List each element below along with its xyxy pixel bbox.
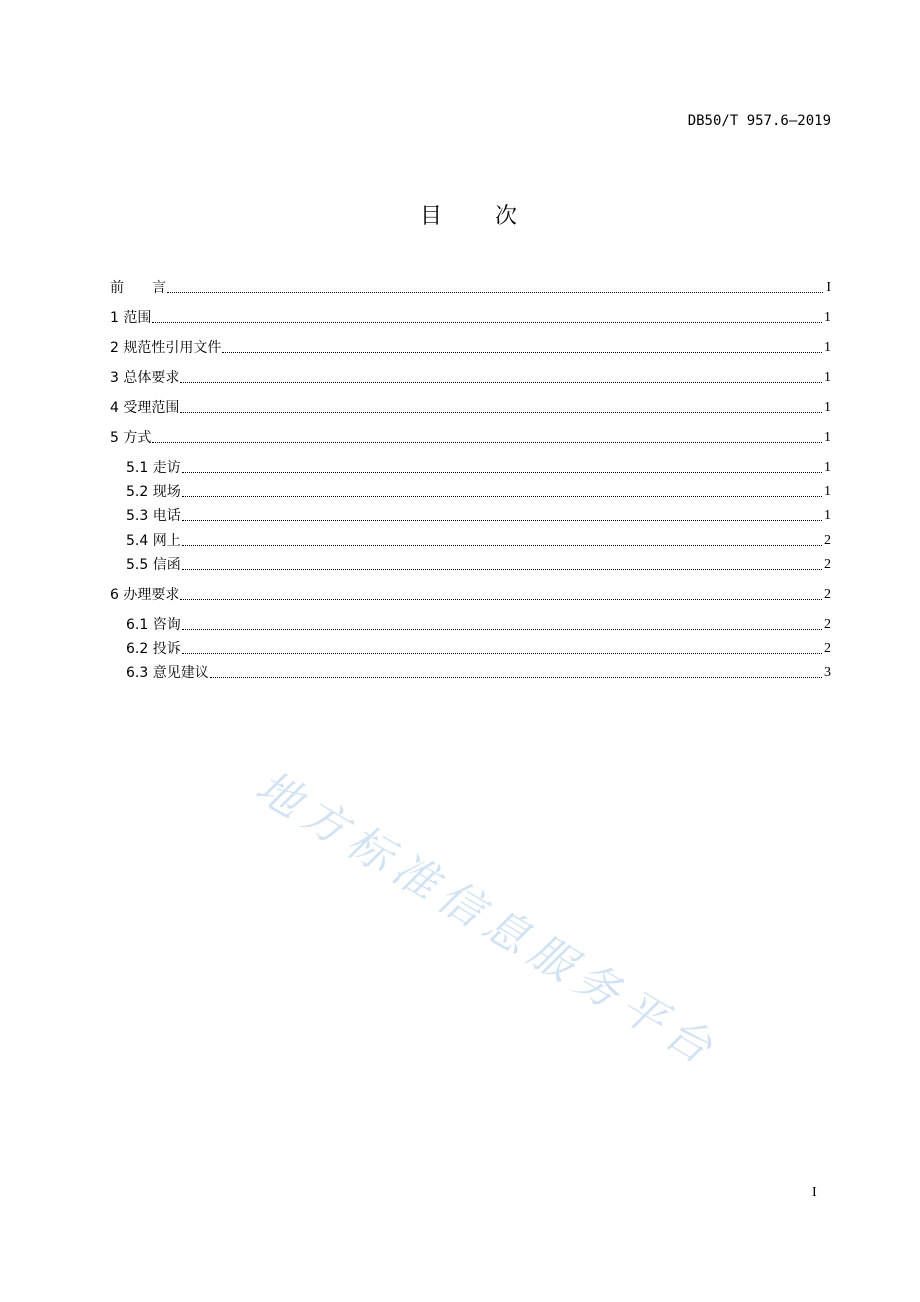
dot-leader: [182, 653, 822, 654]
toc-entry-label: 5 方式: [110, 430, 152, 446]
toc-subentry: [126, 556, 831, 574]
toc-entry-label: 5.4 网上: [126, 533, 181, 549]
toc-entry-label: 6.1 咨询: [126, 617, 181, 633]
toc-entry: [110, 279, 831, 297]
toc-subentry: [126, 640, 831, 658]
toc-entry: [110, 429, 831, 447]
dot-leader: [210, 677, 822, 678]
toc-subentry: [126, 532, 831, 550]
toc-entry-page: I: [826, 280, 831, 295]
dot-leader: [180, 412, 822, 413]
toc-entry-label: 5.5 信函: [126, 557, 181, 573]
toc-entry-label: 6.2 投诉: [126, 641, 181, 657]
dot-leader: [182, 629, 822, 630]
dot-leader: [182, 472, 822, 473]
page-title: 目 次: [420, 204, 521, 229]
toc-entry: [110, 339, 831, 357]
toc-entry: [110, 586, 831, 604]
toc-entry-label: 3 总体要求: [110, 370, 180, 386]
dot-leader: [182, 496, 822, 497]
toc-entry-label: 4 受理范围: [110, 400, 180, 416]
toc-entry-label: 5.1 走访: [126, 460, 181, 476]
toc-subentry: [126, 507, 831, 525]
toc-entry: [110, 369, 831, 387]
toc-entry-page: 3: [824, 665, 831, 680]
dot-leader: [180, 599, 822, 600]
toc-entry-page: 2: [824, 617, 831, 632]
toc-entry-label: 1 范围: [110, 310, 152, 326]
dot-leader: [180, 382, 822, 383]
toc-entry-label: 6.3 意见建议: [126, 665, 209, 681]
toc-entry-label: 5.3 电话: [126, 508, 181, 524]
dot-leader: [182, 520, 822, 521]
toc-entry-label: 前 言: [110, 280, 166, 296]
toc-entry-page: 1: [824, 430, 831, 445]
toc-entry-label: 5.2 现场: [126, 484, 181, 500]
toc-entry-page: 2: [824, 557, 831, 572]
toc-subentry: [126, 459, 831, 477]
toc-entry-page: 2: [824, 641, 831, 656]
toc-entry-page: 1: [824, 400, 831, 415]
toc-subentry: [126, 664, 831, 682]
dot-leader: [167, 292, 823, 293]
dot-leader: [182, 569, 822, 570]
toc-entry-page: 1: [824, 370, 831, 385]
toc-entry-page: 1: [824, 460, 831, 475]
toc-subentry: [126, 616, 831, 634]
toc-entry-page: 2: [824, 587, 831, 602]
toc-entry-label: 2 规范性引用文件: [110, 340, 222, 356]
dot-leader: [152, 442, 822, 443]
toc-entry-page: 1: [824, 340, 831, 355]
toc-entry-label: 6 办理要求: [110, 587, 180, 603]
toc-entry-page: 1: [824, 484, 831, 499]
footer-page-number: I: [812, 1185, 817, 1200]
toc-entry-page: 1: [824, 508, 831, 523]
dot-leader: [152, 322, 822, 323]
toc-subentry: [126, 483, 831, 501]
dot-leader: [182, 545, 822, 546]
toc-entry: [110, 399, 831, 417]
watermark: 地方标准信息服务平台: [246, 761, 728, 1078]
dot-leader: [222, 352, 822, 353]
toc-entry: [110, 309, 831, 327]
document-id: DB50/T 957.6—2019: [687, 113, 831, 129]
toc-entry-page: 2: [824, 533, 831, 548]
toc-entry-page: 1: [824, 310, 831, 325]
